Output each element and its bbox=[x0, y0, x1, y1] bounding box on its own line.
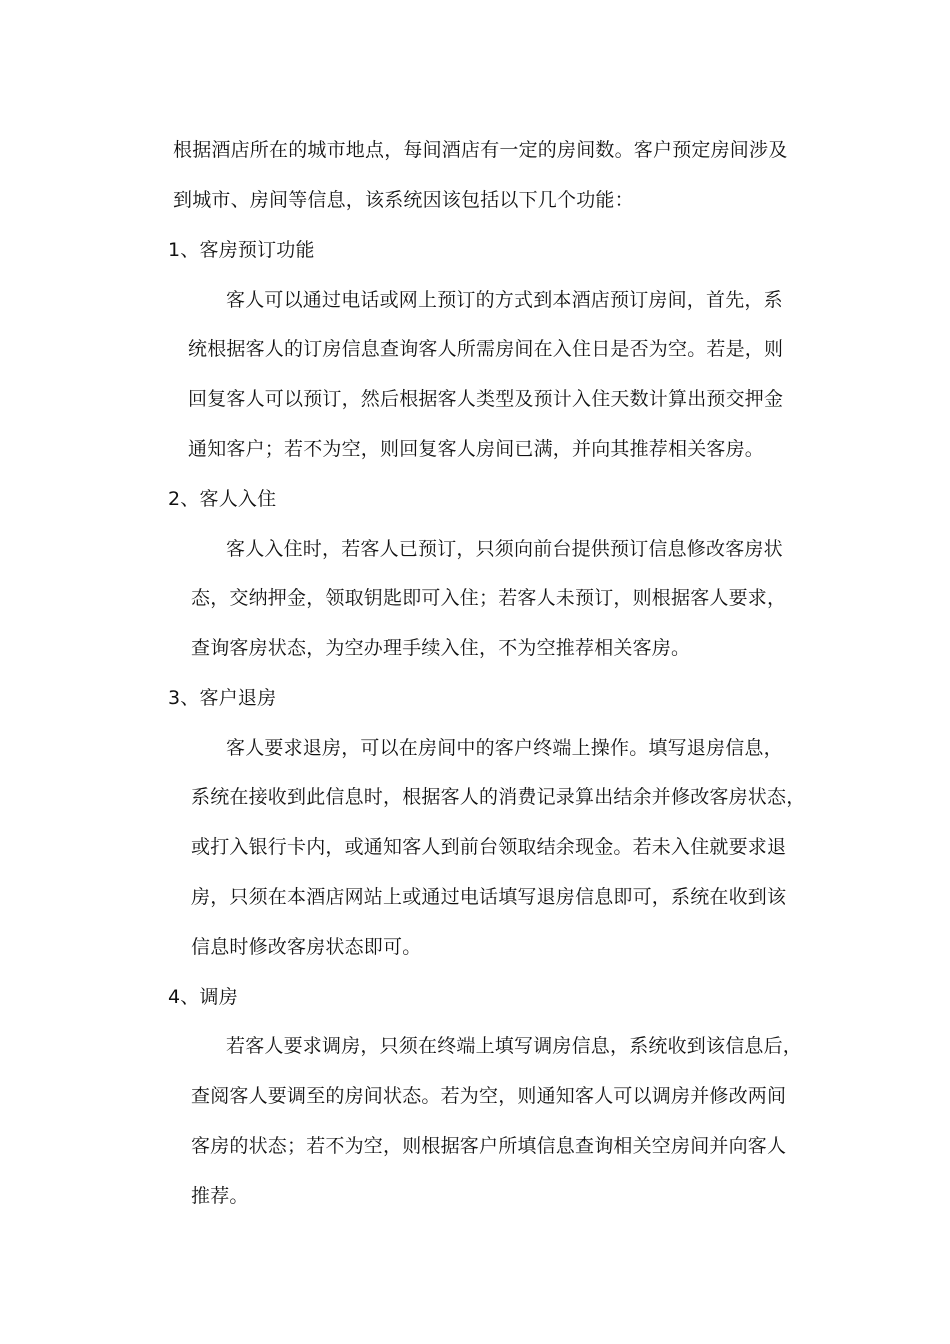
paragraph-line: 房，只须在本酒店网站上或通过电话填写退房信息即可，系统在收到该 bbox=[191, 886, 787, 908]
paragraph-line: 客房的状态；若不为空，则根据客户所填信息查询相关空房间并向客人 bbox=[191, 1135, 787, 1157]
paragraph-line: 查阅客人要调至的房间状态。若为空，则通知客人可以调房并修改两间 bbox=[191, 1085, 787, 1107]
paragraph-line: 态，交纳押金，领取钥匙即可入住；若客人未预订，则根据客人要求， bbox=[191, 587, 787, 609]
paragraph-line: 查询客房状态，为空办理手续入住，不为空推荐相关客房。 bbox=[191, 637, 691, 659]
section-heading: 2、客人入住 bbox=[168, 488, 277, 510]
paragraph-line: 推荐。 bbox=[191, 1185, 249, 1207]
paragraph-line: 客人要求退房，可以在房间中的客户终端上操作。填写退房信息， bbox=[226, 737, 783, 759]
intro-line: 根据酒店所在的城市地点，每间酒店有一定的房间数。客户预定房间涉及 bbox=[173, 139, 788, 161]
section-heading: 4、调房 bbox=[168, 986, 238, 1008]
paragraph-line: 或打入银行卡内，或通知客人到前台领取结余现金。若未入住就要求退 bbox=[191, 836, 787, 858]
paragraph-line: 客人入住时，若客人已预订，只须向前台提供预订信息修改客房状 bbox=[226, 538, 783, 560]
paragraph-line: 回复客人可以预订，然后根据客人类型及预计入住天数计算出预交押金 bbox=[188, 388, 784, 410]
paragraph-line: 统根据客人的订房信息查询客人所需房间在入住日是否为空。若是，则 bbox=[188, 338, 784, 360]
section-heading: 1、客房预订功能 bbox=[168, 239, 315, 261]
intro-line: 到城市、房间等信息，该系统因该包括以下几个功能： bbox=[173, 189, 634, 211]
section-heading: 3、客户退房 bbox=[168, 687, 277, 709]
paragraph-line: 客人可以通过电话或网上预订的方式到本酒店预订房间，首先，系 bbox=[226, 289, 783, 311]
paragraph-line: 系统在接收到此信息时，根据客人的消费记录算出结余并修改客房状态， bbox=[191, 786, 806, 808]
paragraph-line: 若客人要求调房，只须在终端上填写调房信息，系统收到该信息后， bbox=[226, 1035, 803, 1057]
paragraph-line: 信息时修改客房状态即可。 bbox=[191, 936, 422, 958]
paragraph-line: 通知客户；若不为空，则回复客人房间已满，并向其推荐相关客房。 bbox=[188, 438, 765, 460]
